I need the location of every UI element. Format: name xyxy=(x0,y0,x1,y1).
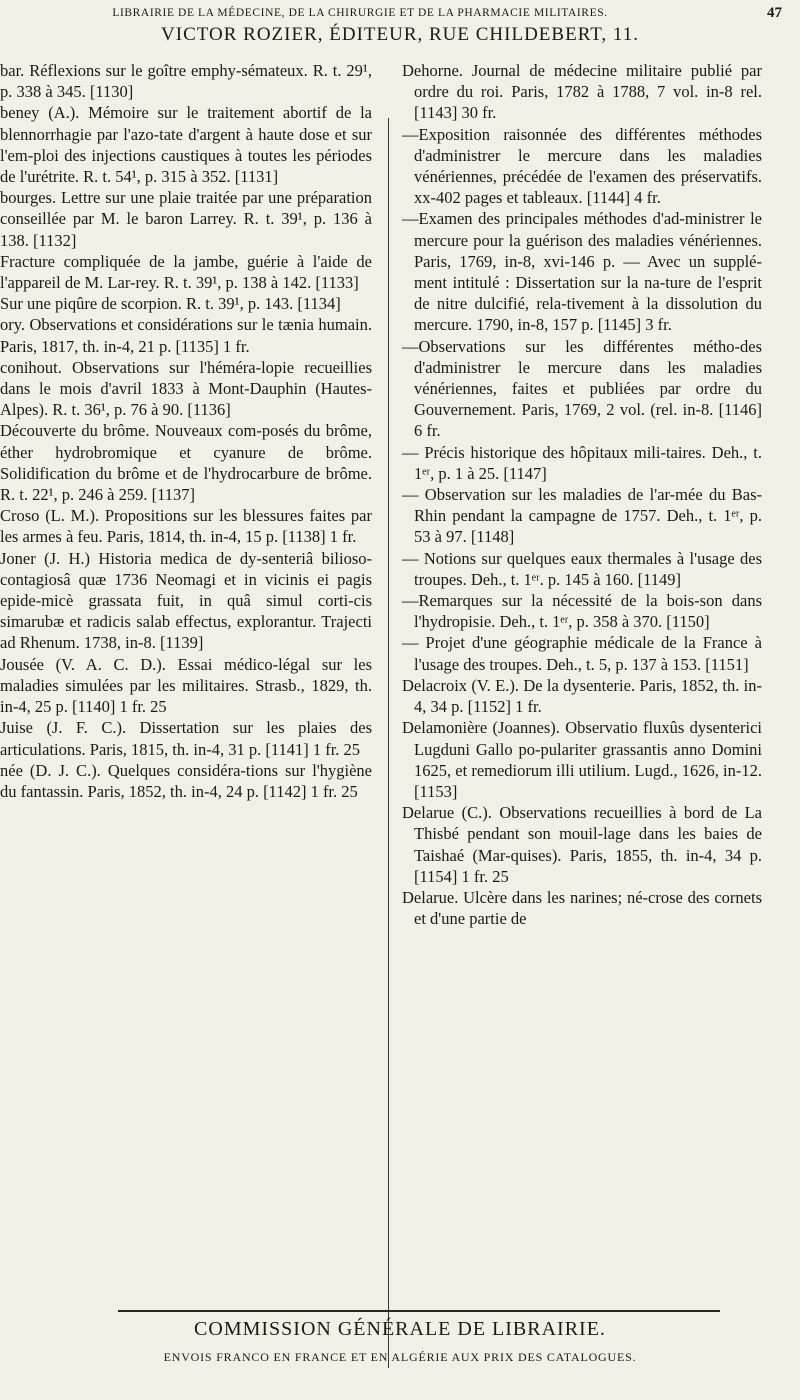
bibliography-entry: —Observations sur les différentes métho-des d'administrer le mercure dans les maladies vénériennes, faites et publiées par ordre du Gouvernement. Paris, 1769, 2 vol. (rel. in-8. [1146] 6 fr. xyxy=(402,336,762,441)
page-header xyxy=(0,0,800,62)
bibliography-entry: Sur une piqûre de scorpion. R. t. 39¹, p. 143. [1134] xyxy=(0,294,341,314)
bibliography-entry: —Exposition raisonnée des différentes méthodes d'administrer le mercure dans les maladies vénériennes, précédée de l'examen des préservatifs. xx-402 pages et tableaux. [1144] 4 fr. xyxy=(402,124,762,208)
bibliography-entry: Delamonière (Joannes). Observatio fluxûs dysenterici Lugduni Gallo po-pulariter grassantis anno Domini 1625, et remediorum illi utilium. Lugd., 1626, in-12. [1153] xyxy=(402,718,762,801)
bibliography-entry: Fracture compliquée de la jambe, guérie à l'aide de l'appareil de M. Lar-rey. R. t. 39¹, p. 138 à 142. [1133] xyxy=(0,251,372,293)
footer-title: COMMISSION GÉNÉRALE DE LIBRAIRIE. xyxy=(194,1318,606,1340)
bibliography-entry: ory. Observations et considérations sur le tænia humain. Paris, 1817, th. in-4, 21 p. [1135] 1 fr. xyxy=(0,315,372,356)
right-column xyxy=(402,60,762,929)
bibliography-entry: Découverte du brôme. Nouveaux com-posés du brôme, éther hydrobromique et cyanure de brôme. Solidification du brôme et de l'hydrocarbure de brôme. R. t. 22¹, p. 246 à 259. [1137] xyxy=(0,421,372,505)
footer-rule xyxy=(118,1310,720,1312)
bibliography-entry: — Projet d'une géographie médicale de la France à l'usage des troupes. Deh., t. 5, p. 137 à 153. [1151] xyxy=(402,633,762,674)
bibliography-entry: Juise (J. F. C.). Dissertation sur les plaies des articulations. Paris, 1815, th. in-4, 31 p. [1141] 1 fr. 25 xyxy=(0,718,372,759)
page-number: 47 xyxy=(767,5,782,21)
bibliography-entry: bourges. Lettre sur une plaie traitée par une préparation conseillée par M. le baron Larrey. R. t. 39¹, p. 136 à 138. [1132] xyxy=(0,188,372,250)
bibliography-entry: — Observation sur les maladies de l'ar-mée du Bas-Rhin pendant la campagne de 1757. Deh., t. 1ᵉʳ, p. 53 à 97. [1148] xyxy=(402,485,762,547)
bibliography-entry: — Précis historique des hôpitaux mili-taires. Deh., t. 1ᵉʳ, p. 1 à 25. [1147] xyxy=(402,442,762,483)
bibliography-entry: — Notions sur quelques eaux thermales à l'usage des troupes. Deh., t. 1ᵉʳ. p. 145 à 160. [1149] xyxy=(402,548,762,589)
bibliography-entry: conihout. Observations sur l'héméra-lopie recueillies dans le mois d'avril 1833 à Mont-Dauphin (Hautes-Alpes). R. t. 36¹, p. 76 à 90. [1136] xyxy=(0,357,372,420)
bibliography-entry: bar. Réflexions sur le goître emphy-sémateux. R. t. 29¹, p. 338 à 345. [1130] xyxy=(0,61,372,102)
bibliography-entry: Dehorne. Journal de médecine militaire publié par ordre du roi. Paris, 1782 à 1788, 7 vol. in-8 rel. [1143] 30 fr. xyxy=(402,61,762,123)
running-head-editor: VICTOR ROZIER, ÉDITEUR, RUE CHILDEBERT, 11. xyxy=(161,24,639,45)
bibliography-entry: Jousée (V. A. C. D.). Essai médico-légal sur les maladies simulées par les militaires. Strasb., 1829, th. in-4, 25 p. [1140] 1 fr. 25 xyxy=(0,654,372,717)
bibliography-entry: Delarue (C.). Observations recueillies à bord de La Thisbé pendant son mouil-lage dans les baies de Taishaé (Mar-quises). Paris, 1855, th. in-4, 34 p. [1154] 1 fr. 25 xyxy=(402,803,762,886)
footer-note: ENVOIS FRANCO EN FRANCE ET EN ALGÉRIE AUX PRIX DES CATALOGUES. xyxy=(163,1350,637,1364)
running-head-publisher-series: LIBRAIRIE DE LA MÉDECINE, DE LA CHIRURGIE ET DE LA PHARMACIE MILITAIRES. xyxy=(112,7,608,19)
bibliography-entry: —Remarques sur la nécessité de la bois-son dans l'hydropisie. Deh., t. 1ᵉʳ, p. 358 à 370. [1150] xyxy=(402,591,762,632)
bibliography-entry: Delacroix (V. E.). De la dysenterie. Paris, 1852, th. in-4, 34 p. [1152] 1 fr. xyxy=(402,675,762,717)
column-divider xyxy=(388,118,389,1368)
bibliography-entry: Delarue. Ulcère dans les narines; né-crose des cornets et d'une partie de xyxy=(402,887,762,929)
bibliography-entry: —Examen des principales méthodes d'ad-ministrer le mercure pour la guérison des maladies vénériennes. Paris, 1769, in-8, xvi-146 p. — Avec un supplé-ment intitulé : Dissertation sur la na-ture de l'esprit de nitre dulcifié, rela-tivement à la dissolution du mercure. 1790, in-8, 157 p. [1145] 3 fr. xyxy=(402,209,762,335)
bibliography-entry: née (D. J. C.). Quelques considéra-tions sur l'hygiène du fantassin. Paris, 1852, th. in-4, 24 p. [1142] 1 fr. 25 xyxy=(0,760,372,801)
bibliography-entry: Joner (J. H.) Historia medica de dy-senteriâ bilioso-contagiosâ quæ 1736 Neomagi et in vicinis ei pagis epide-micè grassata fuit, in quâ simul corti-cis simarubæ et radicis salab effectus, explorantur. Trajecti ad Rhenum. 1738, in-8. [1139] xyxy=(0,548,372,653)
bibliography-entry: beney (A.). Mémoire sur le traitement abortif de la blennorrhagie par l'azo-tate d'argent à haute dose et sur l'em-ploi des injections caustiques à toutes les périodes de l'urétrite. R. t. 54¹, p. 315 à 352. [1131] xyxy=(0,103,372,187)
bibliography-entry: Croso (L. M.). Propositions sur les blessures faites par les armes à feu. Paris, 1814, th. in-4, 15 p. [1138] 1 fr. xyxy=(0,506,372,547)
left-column xyxy=(0,60,372,802)
